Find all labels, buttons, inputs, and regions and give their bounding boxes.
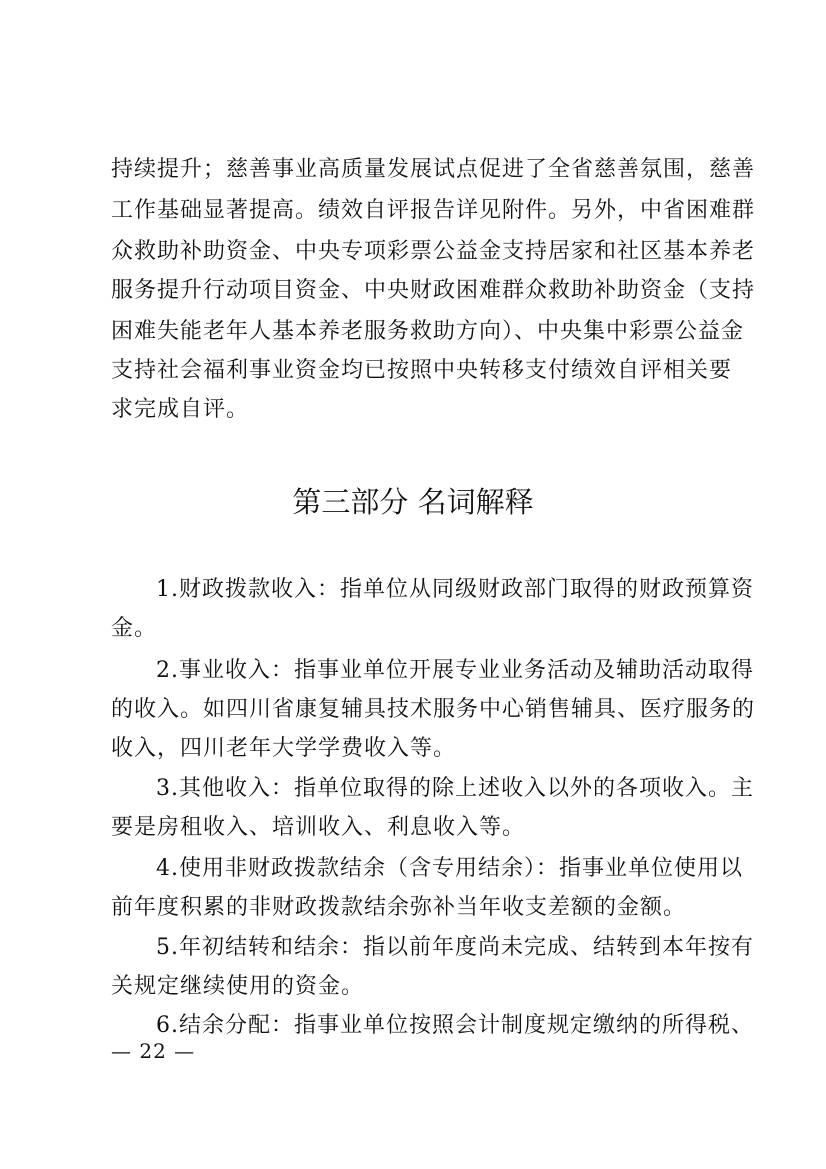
- intro-line-5: 困难失能老年人基本养老服务救助方向）、中央集中彩票公益金: [111, 319, 745, 344]
- page-number: — 22 —: [111, 1039, 196, 1063]
- intro-line-3: 众救助补助资金、中央专项彩票公益金支持居家和社区基本养老: [111, 239, 756, 264]
- definition-4-line-1: 4.使用非财政拨款结余（含专用结余）：指事业单位使用以: [156, 856, 743, 881]
- definition-2-line-3: 收入，四川老年大学学费收入等。: [111, 736, 457, 761]
- definition-4-line-2: 前年度积累的非财政拨款结余弥补当年收支差额的金额。: [111, 895, 687, 920]
- definition-5-line-2: 关规定继续使用的资金。: [111, 974, 365, 999]
- intro-line-4: 服务提升行动项目资金、中央财政困难群众救助补助资金（支持: [111, 278, 756, 303]
- definition-2-line-2: 的收入。如四川省康复辅具技术服务中心销售辅具、医疗服务的: [111, 697, 756, 722]
- definition-6-line-1: 6.结余分配：指事业单位按照会计制度规定缴纳的所得税、: [156, 1013, 754, 1038]
- definition-2-line-1: 2.事业收入：指事业单位开展专业业务活动及辅助活动取得: [156, 658, 754, 683]
- intro-line-2: 工作基础显著提高。绩效自评报告详见附件。另外，中省困难群: [111, 198, 756, 223]
- definition-1-line-2: 金。: [111, 616, 158, 641]
- intro-line-1: 持续提升；慈善事业高质量发展试点促进了全省慈善氛围，慈善: [111, 157, 756, 182]
- definition-1-line-1: 1.财政拨款收入：指单位从同级财政部门取得的财政预算资: [156, 577, 754, 602]
- section-heading: 第三部分 名词解释: [292, 485, 534, 519]
- intro-line-6: 支持社会福利事业资金均已按照中央转移支付绩效自评相关要: [111, 358, 733, 383]
- definition-3-line-2: 要是房租收入、培训收入、利息收入等。: [111, 815, 526, 840]
- definition-3-line-1: 3.其他收入：指单位取得的除上述收入以外的各项收入。主: [156, 776, 754, 801]
- definition-5-line-1: 5.年初结转和结余：指以前年度尚未完成、结转到本年按有: [156, 935, 754, 960]
- intro-line-7: 求完成自评。: [111, 397, 250, 422]
